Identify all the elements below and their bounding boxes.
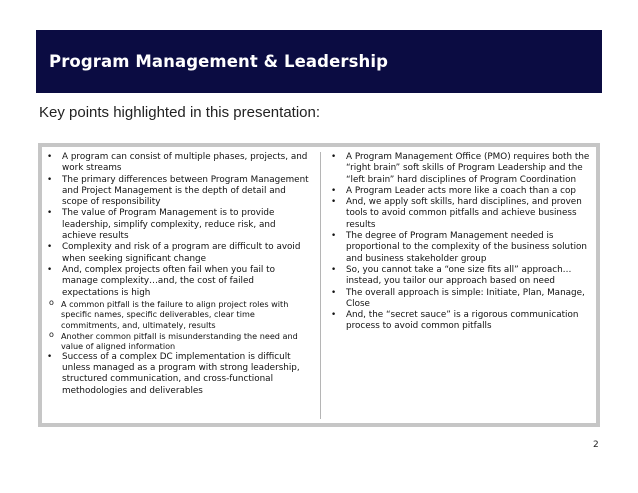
right-bullet-list <box>331 152 595 333</box>
bullet-item: • And, the “secret sauce” is a rigorous communication process to avoid common pitfalls <box>331 310 595 333</box>
bullet-item: • And, complex projects often fail when you fail to manage complexity…and, the cost of failed expectations is high <box>47 265 310 299</box>
slide-subtitle: Key points highlighted in this presentation: <box>39 104 321 121</box>
bullet-item: • The degree of Program Management needed is proportional to the complexity of the business solution and business stakeholder group <box>331 231 595 265</box>
sub-bullet-list <box>47 299 310 352</box>
bullet-item: • Complexity and risk of a program are difficult to avoid when seeking significant change <box>47 242 310 265</box>
bullet-item: • The primary differences between Program Management and Project Management is the depth of detail and scope of responsibility <box>47 175 310 209</box>
bullet-item: • So, you cannot take a “one size fits all” approach… instead, you tailor our approach based on need <box>331 265 595 288</box>
sub-bullet-item: o Another common pitfall is misunderstanding the need and value of aligned information <box>47 331 310 352</box>
right-column <box>331 152 595 333</box>
bullet-item: • And, we apply soft skills, hard disciplines, and proven tools to avoid common pitfalls and achieve business results <box>331 197 595 231</box>
bullet-item: • The overall approach is simple: Initiate, Plan, Manage, Close <box>331 288 595 311</box>
page-number: 2 <box>593 440 599 450</box>
bullet-item: • A Program Leader acts more like a coach than a cop <box>331 186 595 197</box>
column-divider <box>320 152 321 419</box>
sub-bullet-item: o A common pitfall is the failure to align project roles with specific names, specific deliverables, clear time commitments, and, ultimately, results <box>47 299 310 331</box>
bullet-item: • A program can consist of multiple phases, projects, and work streams <box>47 152 310 175</box>
left-bullet-list-continued <box>47 352 310 397</box>
slide-title: Program Management & Leadership <box>49 52 389 71</box>
left-bullet-list <box>47 152 310 299</box>
bullet-item: • A Program Management Office (PMO) requires both the “right brain” soft skills of Program Leadership and the “left brain” hard disciplines of Program Coordination <box>331 152 595 186</box>
bullet-item: • The value of Program Management is to provide leadership, simplify complexity, reduce risk, and achieve results <box>47 208 310 242</box>
left-column <box>47 152 310 397</box>
bullet-item: • Success of a complex DC implementation is difficult unless managed as a program with strong leadership, structured communication, and cross-functional methodologies and deliverables <box>47 352 310 397</box>
